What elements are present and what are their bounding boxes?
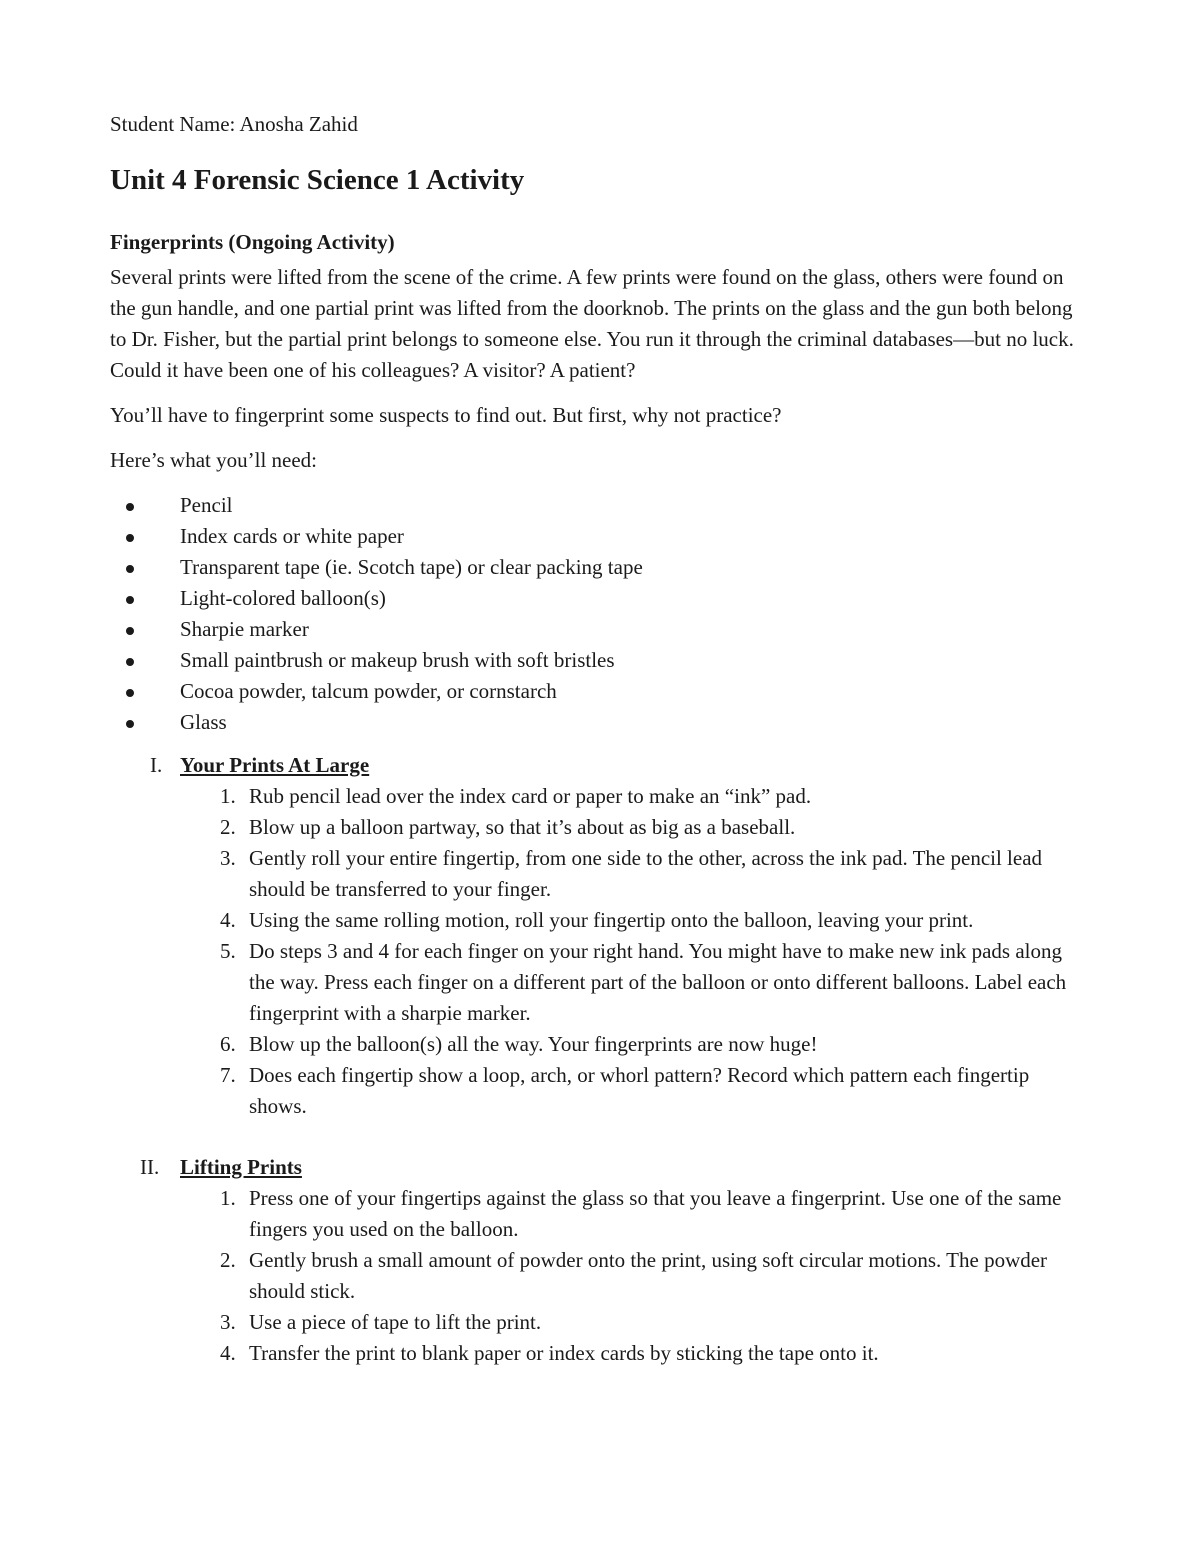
intro-paragraph: Several prints were lifted from the scene of the crime. A few prints were found on the glass, others were found on the gun handle, and one partial print was lifted from the doorknob. The prints on the glass and the gun both belong to Dr. Fisher, but the partial print belongs to someone else. You run it through the criminal databases—but no luck. Could it have been one of his colleagues? A visitor? A patient? <box>110 265 1074 382</box>
list-item <box>110 936 1090 1029</box>
list-item <box>110 1029 1090 1060</box>
list-item <box>110 812 1090 843</box>
part-heading <box>110 750 1090 781</box>
part-label: Lifting Prints <box>180 1155 302 1179</box>
document-page <box>110 108 1090 1369</box>
bullet-icon <box>126 565 134 573</box>
document-title: Unit 4 Forensic Science 1 Activity <box>110 164 525 196</box>
list-item <box>110 521 1090 552</box>
list-item <box>110 1307 1090 1338</box>
part-label: Your Prints At Large <box>180 753 370 777</box>
bullet-icon <box>126 503 134 511</box>
step-number: 4. <box>220 1341 236 1365</box>
bullet-icon <box>126 658 134 666</box>
step-text: Gently roll your entire fingertip, from one side to the other, across the ink pad. The pencil lead should be transferred to your finger. <box>249 846 1043 901</box>
list-item <box>110 781 1090 812</box>
bullet-icon <box>126 596 134 604</box>
step-text: Does each fingertip show a loop, arch, or whorl pattern? Record which pattern each fingertip shows. <box>249 1063 1030 1118</box>
step-text: Using the same rolling motion, roll your fingertip onto the balloon, leaving your print. <box>249 908 974 932</box>
steps-list <box>110 1183 1090 1369</box>
part-numeral: I. <box>150 753 163 777</box>
list-item <box>110 1060 1090 1122</box>
step-text: Gently brush a small amount of powder onto the print, using soft circular motions. The powder should stick. <box>249 1248 1048 1303</box>
step-number: 2. <box>220 1248 236 1272</box>
step-number: 6. <box>220 1032 236 1056</box>
step-number: 2. <box>220 815 236 839</box>
bullet-icon <box>126 689 134 697</box>
list-item <box>110 645 1090 676</box>
step-number: 1. <box>220 1186 236 1210</box>
step-text: Blow up the balloon(s) all the way. Your fingerprints are now huge! <box>249 1032 818 1056</box>
part-lifting-prints <box>110 1152 1090 1369</box>
material-text: Index cards or white paper <box>180 524 404 548</box>
part-spacer <box>110 1122 1090 1152</box>
list-item <box>110 707 1090 738</box>
list-item <box>110 583 1090 614</box>
materials-list <box>110 490 1090 738</box>
material-text: Small paintbrush or makeup brush with soft bristles <box>180 648 615 672</box>
step-text: Do steps 3 and 4 for each finger on your right hand. You might have to make new ink pads along the way. Press each finger on a different part of the balloon or onto different balloons. Label each fingerprint with a sharpie marker. <box>249 939 1067 1025</box>
material-text: Transparent tape (ie. Scotch tape) or clear packing tape <box>180 555 643 579</box>
step-number: 4. <box>220 908 236 932</box>
part-your-prints-at-large <box>110 750 1090 1122</box>
practice-paragraph: You’ll have to fingerprint some suspects to find out. But first, why not practice? <box>110 403 782 427</box>
list-item <box>110 1183 1090 1245</box>
materials-intro: Here’s what you’ll need: <box>110 448 318 472</box>
step-number: 3. <box>220 1310 236 1334</box>
list-item <box>110 905 1090 936</box>
list-item <box>110 1245 1090 1307</box>
step-text: Transfer the print to blank paper or index cards by sticking the tape onto it. <box>249 1341 879 1365</box>
step-number: 1. <box>220 784 236 808</box>
part-numeral: II. <box>140 1155 160 1179</box>
bullet-icon <box>126 720 134 728</box>
list-item <box>110 552 1090 583</box>
steps-list <box>110 781 1090 1122</box>
step-text: Blow up a balloon partway, so that it’s about as big as a baseball. <box>249 815 796 839</box>
section-heading: Fingerprints (Ongoing Activity) <box>110 230 395 254</box>
material-text: Light-colored balloon(s) <box>180 586 386 610</box>
material-text: Glass <box>180 710 227 734</box>
material-text: Pencil <box>180 493 233 517</box>
list-item <box>110 490 1090 521</box>
material-text: Sharpie marker <box>180 617 309 641</box>
step-text: Use a piece of tape to lift the print. <box>249 1310 542 1334</box>
list-item <box>110 843 1090 905</box>
step-text: Press one of your fingertips against the glass so that you leave a fingerprint. Use one of the same fingers you used on the balloon. <box>249 1186 1062 1241</box>
bullet-icon <box>126 627 134 635</box>
step-number: 5. <box>220 939 236 963</box>
bullet-icon <box>126 534 134 542</box>
step-number: 3. <box>220 846 236 870</box>
student-name-line: Student Name: Anosha Zahid <box>110 112 358 136</box>
list-item <box>110 676 1090 707</box>
step-text: Rub pencil lead over the index card or paper to make an “ink” pad. <box>249 784 812 808</box>
list-item <box>110 1338 1090 1369</box>
part-heading <box>110 1152 1090 1183</box>
material-text: Cocoa powder, talcum powder, or cornstarch <box>180 679 557 703</box>
list-item <box>110 614 1090 645</box>
step-number: 7. <box>220 1063 236 1087</box>
